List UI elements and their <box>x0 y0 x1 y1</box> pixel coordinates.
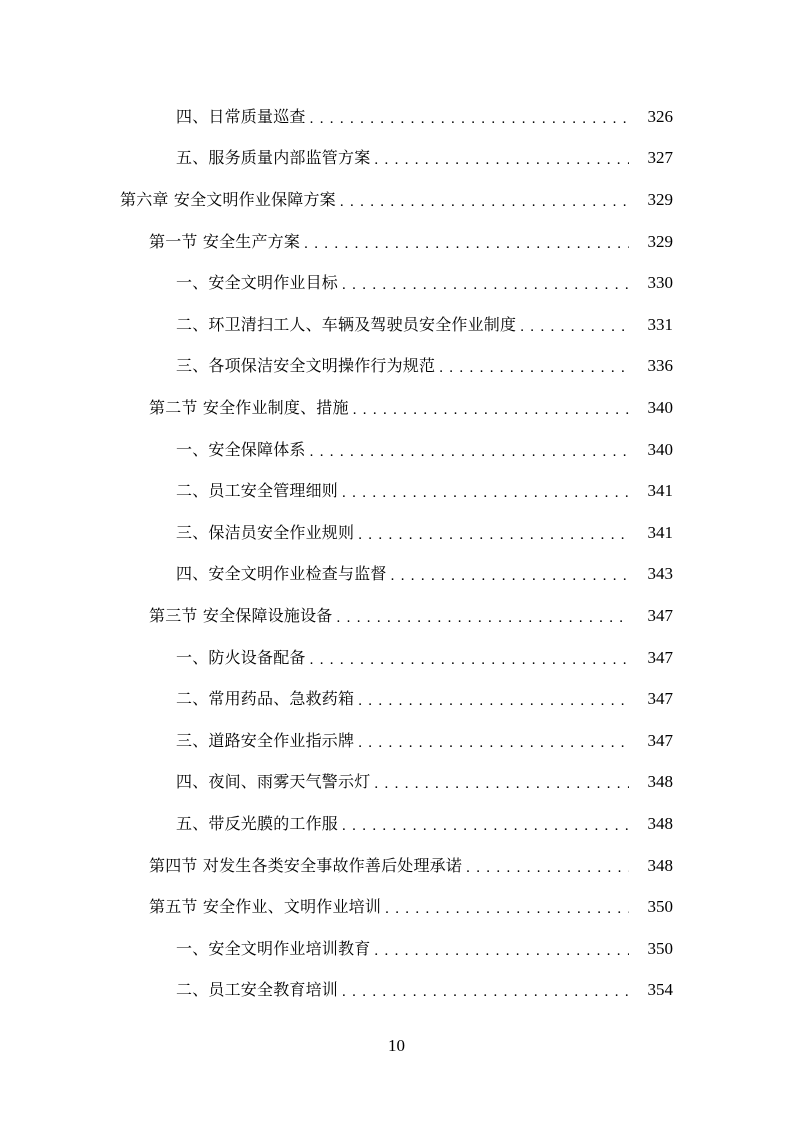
toc-dot-leader <box>439 358 629 378</box>
toc-entry-title: 第二节 安全作业制度、措施 <box>149 397 349 417</box>
toc-entry-page-number: 327 <box>647 148 673 168</box>
toc-entry-title: 第六章 安全文明作业保障方案 <box>120 189 336 209</box>
toc-entry[interactable] <box>0 678 793 720</box>
toc-dot-leader <box>337 608 630 628</box>
toc-entry-title: 二、员工安全教育培训 <box>176 980 339 1000</box>
toc-dot-leader <box>342 816 629 836</box>
toc-entry-title: 二、员工安全管理细则 <box>176 481 339 501</box>
toc-dot-leader <box>310 109 629 129</box>
toc-dot-leader <box>374 941 629 961</box>
toc-entry[interactable] <box>0 554 793 596</box>
toc-entry-page-number: 326 <box>647 106 673 126</box>
toc-dot-leader <box>466 858 629 878</box>
table-of-contents <box>0 96 793 1026</box>
toc-entry[interactable] <box>0 595 793 637</box>
toc-entry-page-number: 340 <box>647 397 673 417</box>
toc-entry-page-number: 350 <box>647 897 673 917</box>
toc-entry-page-number: 343 <box>647 564 673 584</box>
toc-entry-title: 第一节 安全生产方案 <box>149 231 301 251</box>
toc-entry-page-number: 348 <box>647 772 673 792</box>
toc-entry-title: 三、各项保洁安全文明操作行为规范 <box>176 356 436 376</box>
toc-entry-title: 第三节 安全保障设施设备 <box>149 605 333 625</box>
toc-entry[interactable] <box>0 387 793 429</box>
toc-dot-leader <box>374 774 629 794</box>
toc-entry-title: 三、保洁员安全作业规则 <box>176 522 355 542</box>
toc-entry[interactable] <box>0 970 793 1012</box>
toc-entry-title: 三、道路安全作业指示牌 <box>176 730 355 750</box>
toc-dot-leader <box>374 150 629 170</box>
toc-dot-leader <box>385 899 629 919</box>
toc-entry-title: 四、日常质量巡查 <box>176 106 306 126</box>
toc-entry-title: 五、带反光膜的工作服 <box>176 813 339 833</box>
toc-entry-page-number: 331 <box>647 314 673 334</box>
toc-entry-page-number: 348 <box>647 855 673 875</box>
page-number: 10 <box>388 1036 405 1055</box>
toc-entry-page-number: 336 <box>647 356 673 376</box>
toc-entry-page-number: 341 <box>647 481 673 501</box>
toc-entry[interactable] <box>0 762 793 804</box>
toc-entry[interactable] <box>0 221 793 263</box>
toc-entry-title: 一、安全保障体系 <box>176 439 306 459</box>
toc-entry-title: 一、安全文明作业培训教育 <box>176 938 371 958</box>
toc-dot-leader <box>342 483 629 503</box>
toc-entry-page-number: 347 <box>647 689 673 709</box>
toc-entry[interactable] <box>0 637 793 679</box>
toc-entry-page-number: 329 <box>647 189 673 209</box>
toc-entry-title: 二、环卫清扫工人、车辆及驾驶员安全作业制度 <box>176 314 517 334</box>
toc-entry-page-number: 347 <box>647 647 673 667</box>
toc-entry-title: 四、夜间、雨雾天气警示灯 <box>176 772 371 792</box>
toc-entry[interactable] <box>0 928 793 970</box>
toc-entry-title: 一、安全文明作业目标 <box>176 273 339 293</box>
toc-entry[interactable] <box>0 346 793 388</box>
toc-entry[interactable] <box>0 803 793 845</box>
toc-dot-leader <box>304 234 629 254</box>
toc-entry-title: 四、安全文明作业检查与监督 <box>176 564 387 584</box>
toc-dot-leader <box>358 525 629 545</box>
toc-entry-page-number: 329 <box>647 231 673 251</box>
toc-dot-leader <box>340 192 629 212</box>
toc-entry[interactable] <box>0 845 793 887</box>
toc-entry-page-number: 340 <box>647 439 673 459</box>
toc-entry-title: 第四节 对发生各类安全事故作善后处理承诺 <box>149 855 463 875</box>
toc-entry-title: 二、常用药品、急救药箱 <box>176 689 355 709</box>
toc-entry[interactable] <box>0 262 793 304</box>
toc-entry[interactable] <box>0 179 793 221</box>
toc-entry-page-number: 341 <box>647 522 673 542</box>
toc-entry-page-number: 354 <box>647 980 673 1000</box>
toc-entry[interactable] <box>0 138 793 180</box>
toc-dot-leader <box>310 442 629 462</box>
toc-entry-title: 一、防火设备配备 <box>176 647 306 667</box>
toc-entry-page-number: 330 <box>647 273 673 293</box>
toc-entry[interactable] <box>0 886 793 928</box>
toc-entry[interactable] <box>0 304 793 346</box>
toc-entry[interactable] <box>0 470 793 512</box>
toc-entry-page-number: 347 <box>647 730 673 750</box>
toc-entry[interactable] <box>0 96 793 138</box>
toc-dot-leader <box>391 566 629 586</box>
toc-entry[interactable] <box>0 512 793 554</box>
toc-entry-title: 五、服务质量内部监管方案 <box>176 148 371 168</box>
toc-dot-leader <box>342 982 629 1002</box>
toc-entry-page-number: 348 <box>647 813 673 833</box>
toc-dot-leader <box>520 317 629 337</box>
toc-entry[interactable] <box>0 720 793 762</box>
toc-dot-leader <box>342 275 629 295</box>
toc-entry-title: 第五节 安全作业、文明作业培训 <box>149 897 382 917</box>
toc-dot-leader <box>358 733 629 753</box>
toc-dot-leader <box>353 400 629 420</box>
toc-entry[interactable] <box>0 429 793 471</box>
toc-dot-leader <box>310 650 629 670</box>
toc-dot-leader <box>358 691 629 711</box>
toc-entry-page-number: 347 <box>647 605 673 625</box>
toc-entry-page-number: 350 <box>647 938 673 958</box>
